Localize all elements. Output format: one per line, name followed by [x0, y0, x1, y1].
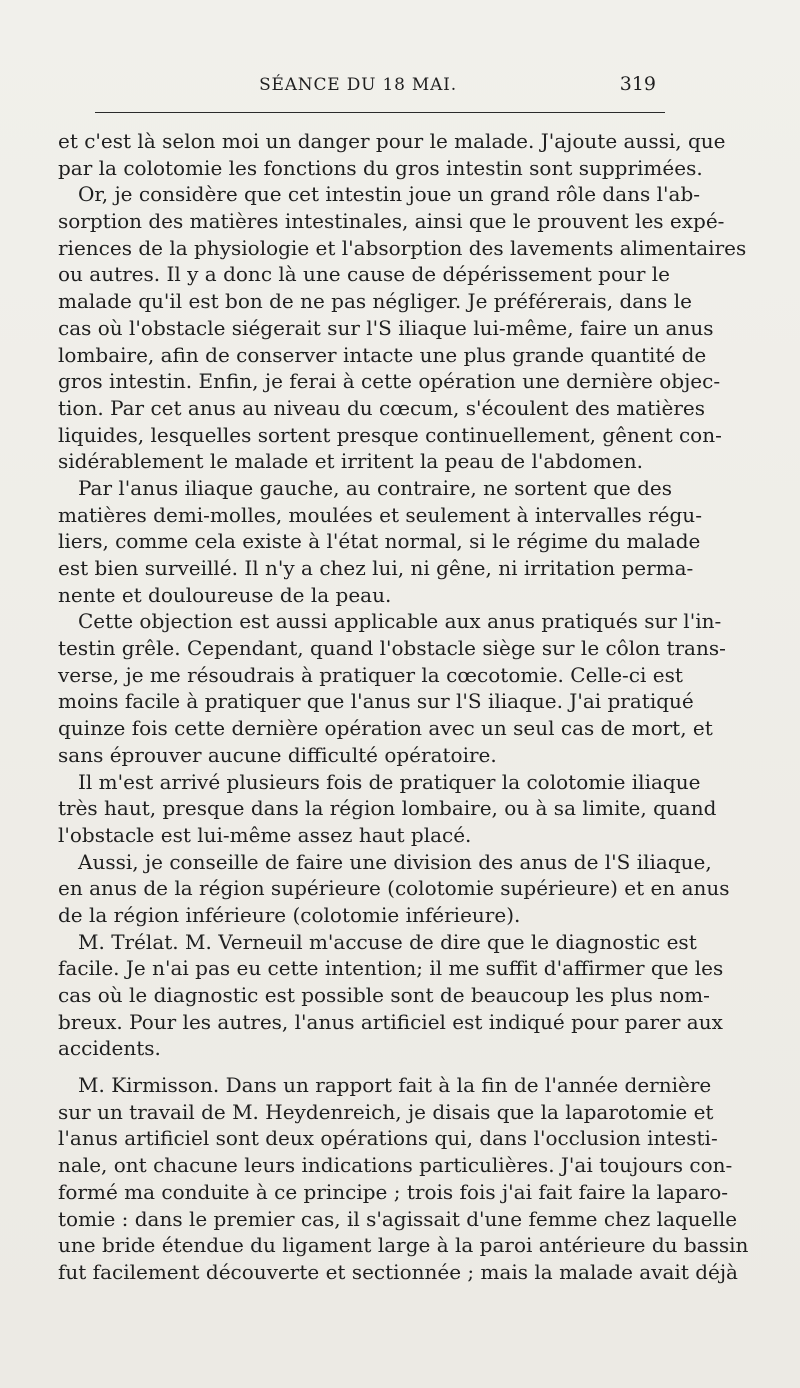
text-line: nale, ont chacune leurs indications particulières. J'ai toujours con- [58, 1153, 733, 1178]
text-line: en anus de la région supérieure (colotomie supérieure) et en anus [58, 876, 730, 901]
text-line: tion. Par cet anus au niveau du cœcum, s'écoulent des matières [58, 395, 706, 420]
text-line: cas où l'obstacle siégerait sur l'S iliaque lui-même, faire un anus [58, 315, 714, 340]
text-line: ou autres. Il y a donc là une cause de dépérissement pour le [58, 262, 671, 287]
text-line: breux. Pour les autres, l'anus artificiel est indiqué pour parer aux [58, 1009, 723, 1034]
text-line: M. Kirmisson. Dans un rapport fait à la fin de l'année dernière [78, 1073, 712, 1098]
page-header [58, 72, 658, 100]
text-line: sans éprouver aucune difficulté opératoire. [58, 742, 497, 767]
text-line: fut facilement découverte et sectionnée ; mais la malade avait déjà [58, 1259, 738, 1284]
text-line: est bien surveillé. Il n'y a chez lui, ni gêne, ni irritation perma- [58, 556, 694, 580]
text-line: l'anus artificiel sont deux opérations qui, dans l'occlusion intesti- [58, 1126, 718, 1151]
text-line: cas où le diagnostic est possible sont de beaucoup les plus nom- [58, 983, 710, 1007]
text-line: une bride étendue du ligament large à la paroi antérieure du bassin [58, 1233, 749, 1258]
running-head: SÉANCE DU 18 MAI. [259, 75, 457, 95]
text-line: formé ma conduite à ce principe ; trois fois j'ai fait faire la laparo- [58, 1179, 729, 1204]
text-line: moins facile à pratiquer que l'anus sur l'S iliaque. J'ai pratiqué [58, 689, 694, 714]
text-line: Aussi, je conseille de faire une division des anus de l'S iliaque, [78, 849, 712, 874]
text-line: tomie : dans le premier cas, il s'agissait d'une femme chez laquelle [58, 1206, 738, 1231]
text-line: accidents. [58, 1036, 161, 1061]
text-line: verse, je me résoudrais à pratiquer la cœcotomie. Celle-ci est [58, 662, 683, 687]
text-line: malade qu'il est bon de ne pas négliger. Je préférerais, dans le [58, 289, 692, 314]
text-line: liers, comme cela existe à l'état normal, si le régime du malade [58, 529, 701, 554]
text-line: facile. Je n'ai pas eu cette intention; il me suffit d'affirmer que les [58, 956, 724, 981]
text-line: liquides, lesquelles sortent presque continuellement, gênent con- [58, 422, 722, 447]
text-line: testin grêle. Cependant, quand l'obstacle siège sur le côlon trans- [58, 636, 726, 661]
text-line: matières demi-molles, moulées et seulement à intervalles régu- [58, 502, 702, 527]
text-line: et c'est là selon moi un danger pour le malade. J'ajoute aussi, que [58, 129, 726, 153]
header-rule [95, 112, 665, 113]
text-line: l'obstacle est lui-même assez haut placé. [58, 822, 472, 847]
text-line: M. Trélat. M. Verneuil m'accuse de dire que le diagnostic est [78, 929, 697, 954]
text-line: lombaire, afin de conserver intacte une plus grande quantité de [58, 342, 707, 367]
text-line: Il m'est arrivé plusieurs fois de pratiquer la colotomie iliaque [78, 769, 701, 794]
text-line: Cette objection est aussi applicable aux anus pratiqués sur l'in- [78, 609, 722, 634]
text-line: sidérablement le malade et irritent la peau de l'abdomen. [58, 449, 643, 474]
text-line: gros intestin. Enfin, je ferai à cette opération une dernière objec- [58, 369, 721, 394]
text-line: Par l'anus iliaque gauche, au contraire, ne sortent que des [78, 475, 673, 500]
body-text [58, 128, 749, 1286]
text-line: sur un travail de M. Heydenreich, je disais que la laparotomie et [58, 1099, 714, 1124]
text-line: par la colotomie les fonctions du gros intestin sont supprimées. [58, 155, 703, 180]
paragraph-spacer [58, 1062, 661, 1072]
page-number: 319 [619, 73, 656, 95]
text-line: nente et douloureuse de la peau. [58, 582, 392, 607]
text-line: de la région inférieure (colotomie inférieure). [58, 902, 521, 927]
text-line: Or, je considère que cet intestin joue un grand rôle dans l'ab- [78, 182, 701, 207]
text-line: sorption des matières intestinales, ainsi que le prouvent les expé- [58, 209, 725, 234]
text-line: très haut, presque dans la région lombaire, ou à sa limite, quand [58, 796, 717, 821]
text-line: quinze fois cette dernière opération avec un seul cas de mort, et [58, 716, 713, 741]
text-line: riences de la physiologie et l'absorption des lavements alimentaires [58, 235, 747, 260]
